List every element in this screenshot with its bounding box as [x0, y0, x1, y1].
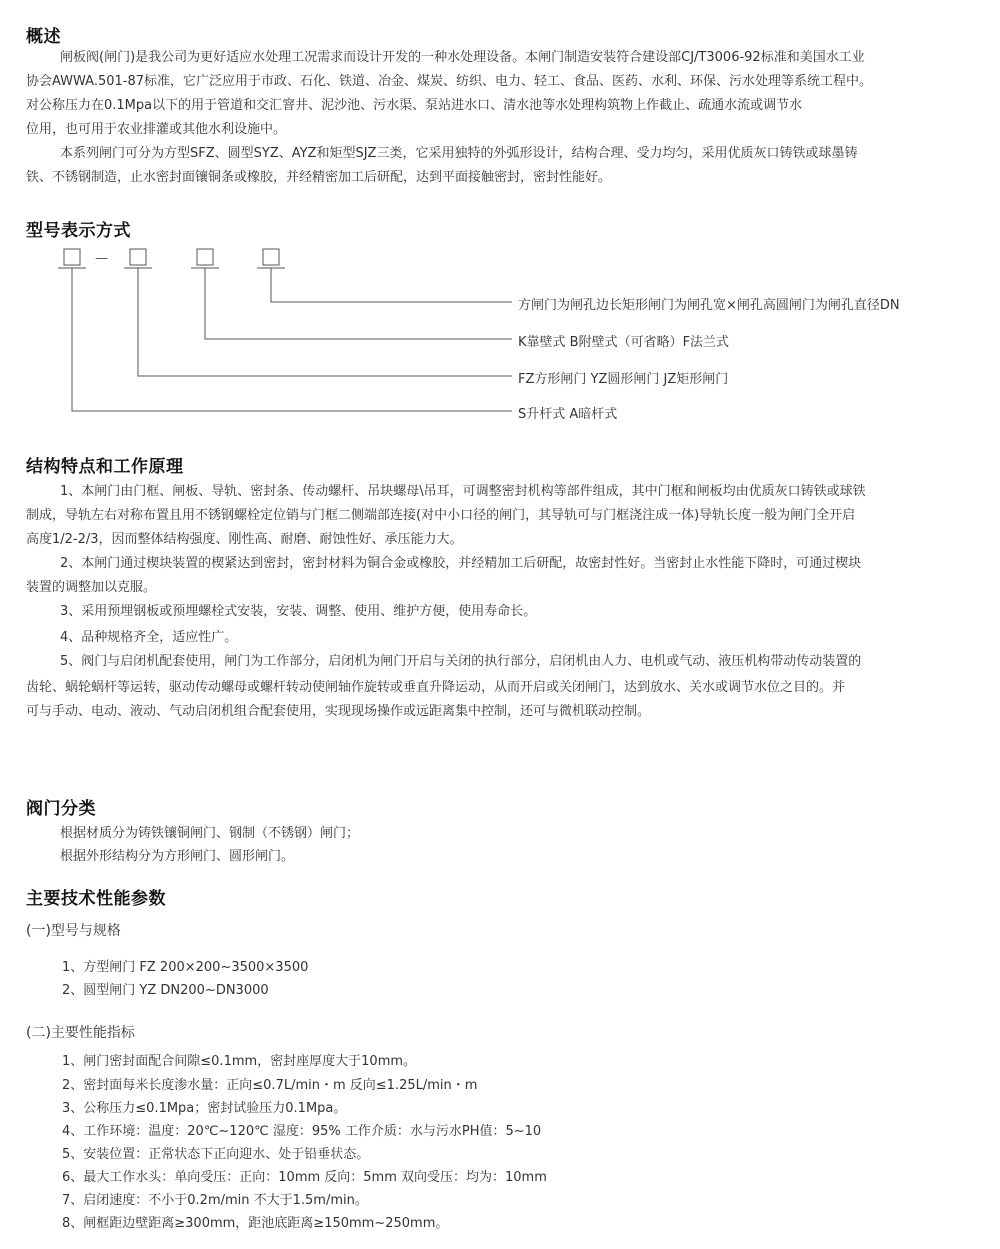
classification-line-2: 根据外形结构分为方形闸门、圆形闸门。: [60, 849, 295, 864]
classification-line-1: 根据材质分为铸铁镶铜闸门、钢制（不锈钢）闸门；: [60, 826, 360, 841]
section-heading-classification: 阀门分类: [26, 799, 96, 819]
overview-paragraph-2-line-2: 铁、不锈钢制造，止水密封面镶铜条或橡胶，并经精密加工后研配，达到平面接触密封，密封性能好。: [26, 170, 612, 185]
structure-item-1-line-2: 制成，导轨左右对称布置且用不锈钢螺栓定位销与门框二侧端部连接(对中小口径的闸门，其导轨可与门框浇注成一体)导轨长度一般为闸门全开启: [26, 508, 856, 523]
params-subheading-performance: (二)主要性能指标: [26, 1025, 135, 1041]
overview-paragraph-1-line-2: 协会AWWA.501-87标准，它广泛应用于市政、石化、铁道、冶金、煤炭、纺织、电力、轻工、食品、医药、水利、环保、污水处理等系统工程中。: [26, 74, 873, 89]
structure-item-1-line-3: 高度1/2-2/3，因而整体结构强度、刚性高、耐磨、耐蚀性好、承压能力大。: [26, 532, 463, 547]
spec-item-1: 1、方型闸门 FZ 200×200~3500×3500: [62, 960, 309, 975]
section-heading-overview: 概述: [26, 27, 61, 47]
performance-item-1: 1、闸门密封面配合间隙≤0.1mm，密封座厚度大于10mm。: [62, 1054, 417, 1069]
structure-item-2-line-1: 2、本闸门通过楔块装置的楔紧达到密封，密封材料为铜合金或橡胶，并经精加工后研配，故密封性好。当密封止水性能下降时，可通过楔块: [60, 556, 862, 571]
model-label-shape: FZ方形闸门 YZ圆形闸门 JZ矩形闸门: [518, 372, 729, 387]
performance-item-3: 3、公称压力≤0.1Mpa；密封试验压力0.1Mpa。: [62, 1101, 347, 1116]
model-leader-line-3: [138, 268, 512, 376]
performance-item-5: 5、安装位置：正常状态下正向迎水、处于铅垂状态。: [62, 1147, 370, 1162]
overview-paragraph-2-line-1: 本系列闸门可分为方型SFZ、圆型SYZ、AYZ和矩型SJZ三类，它采用独特的外弧形设计，结构合理、受力均匀，采用优质灰口铸铁或球墨铸: [60, 146, 858, 161]
structure-item-5-line-3: 可与手动、电动、液动、气动启闭机组合配套使用，实现现场操作或远距离集中控制，还可与微机联动控制。: [26, 704, 651, 719]
structure-item-4: 4、品种规格齐全，适应性广。: [60, 630, 238, 645]
performance-item-7: 7、启闭速度：不小于0.2m/min 不大于1.5m/min。: [62, 1193, 368, 1208]
params-subheading-model-spec: (一)型号与规格: [26, 923, 121, 939]
model-code-diagram: [0, 240, 1000, 430]
model-box-3: [197, 249, 213, 265]
structure-item-3: 3、采用预埋钢板或预埋螺栓式安装，安装、调整、使用、维护方便，使用寿命长。: [60, 604, 537, 619]
structure-item-5-line-2: 齿轮、蜗轮蜗杆等运转，驱动传动螺母或螺杆转动使闸轴作旋转或垂直升降运动，从而开启或关闭闸门，达到放水、关水或调节水位之目的。并: [26, 680, 846, 695]
model-leader-line-1: [271, 268, 512, 302]
model-leader-line-2: [205, 268, 512, 339]
section-heading-model: 型号表示方式: [26, 221, 131, 241]
model-label-dimension: 方闸门为闸孔边长矩形闸门为闸孔宽×闸孔高圆闸门为闸孔直径DN: [518, 298, 900, 313]
model-box-1: [64, 249, 80, 265]
overview-paragraph-1-line-3: 对公称压力在0.1Mpa以下的用于管道和交汇窨井、泥沙池、污水渠、泵站进水口、清水池等水处理构筑物上作截止、疏通水流或调节水: [26, 98, 803, 113]
structure-item-2-line-2: 装置的调整加以克服。: [26, 580, 157, 595]
performance-item-6: 6、最大工作水头：单向受压：正向：10mm 反向：5mm 双向受压：均为：10mm: [62, 1170, 547, 1185]
overview-paragraph-1-line-1: 闸板阀(闸门)是我公司为更好适应水处理工况需求而设计开发的一种水处理设备。本闸门制造安装符合建设部CJ/T3006-92标准和美国水工业: [60, 50, 865, 65]
model-dash: —: [95, 251, 108, 266]
model-box-2: [130, 249, 146, 265]
structure-item-5-line-1: 5、阀门与启闭机配套使用，闸门为工作部分，启闭机为闸门开启与关闭的执行部分，启闭机由人力、电机或气动、液压机构带动传动装置的: [60, 654, 862, 669]
model-label-stem: S升杆式 A暗杆式: [518, 407, 618, 422]
overview-paragraph-1-line-4: 位用，也可用于农业排灌或其他水利设施中。: [26, 122, 287, 137]
model-box-4: [263, 249, 279, 265]
section-heading-params: 主要技术性能参数: [26, 889, 166, 909]
performance-item-2: 2、密封面每米长度渗水量：正向≤0.7L/min・m 反向≤1.25L/min・m: [62, 1078, 478, 1093]
model-label-mounting: K靠壁式 B附壁式（可省略）F法兰式: [518, 335, 730, 350]
performance-item-4: 4、工作环境：温度：20℃~120℃ 湿度：95% 工作介质：水与污水PH值：5~10: [62, 1124, 542, 1139]
structure-item-1-line-1: 1、本闸门由门框、闸板、导轨、密封条、传动螺杆、吊块螺母\吊耳，可调整密封机构等部件组成，其中门框和闸板均由优质灰口铸铁或球铁: [60, 484, 866, 499]
spec-item-2: 2、圆型闸门 YZ DN200~DN3000: [62, 983, 269, 998]
performance-item-8: 8、闸框距边壁距离≥300mm，距池底距离≥150mm~250mm。: [62, 1216, 449, 1231]
section-heading-structure: 结构特点和工作原理: [26, 457, 184, 477]
